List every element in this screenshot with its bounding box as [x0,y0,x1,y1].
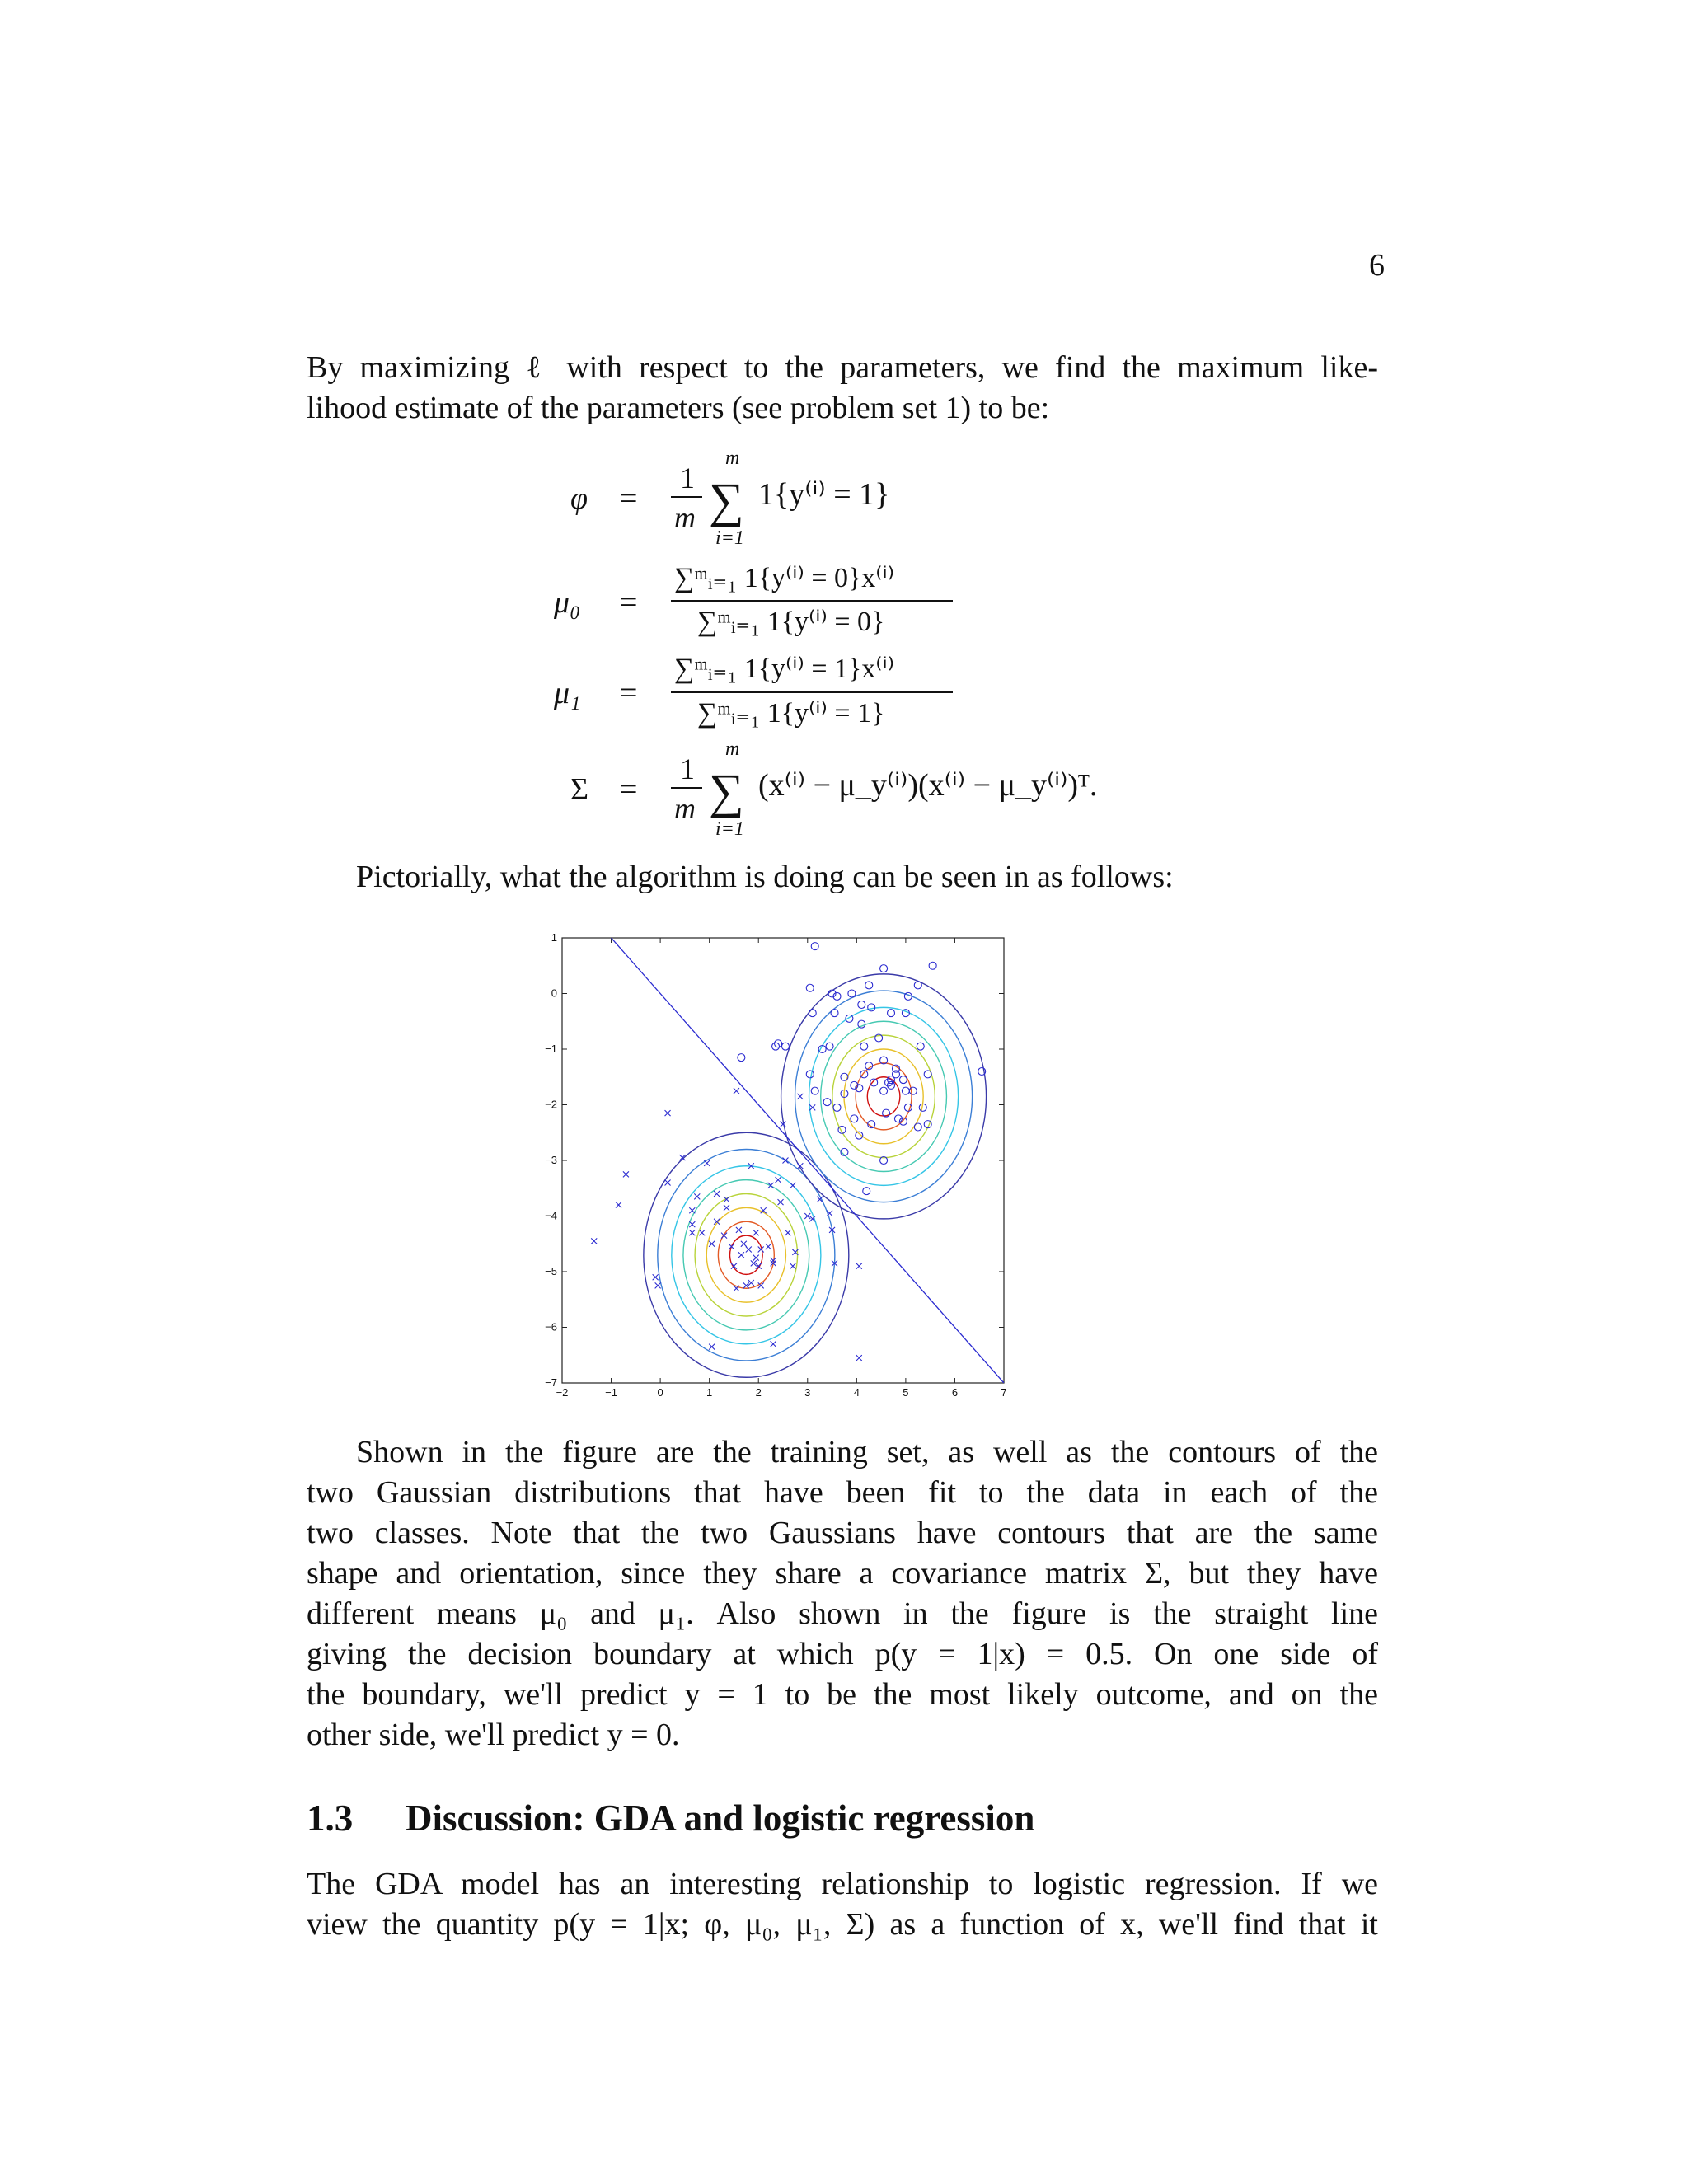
eq-mu1-den: ∑ᵐᵢ₌₁ 1{y⁽ⁱ⁾ = 1} [697,698,885,729]
y-tick-label: −3 [545,1154,557,1166]
page-number: 6 [1369,248,1385,283]
eq-sigma-sum-sign: ∑ [709,764,744,818]
y-tick-label: −4 [545,1209,557,1222]
discussion-line: two Gaussian distributions that have been fit to the data in each of the [307,1475,1378,1510]
pictorial-sentence: Pictorially, what the algorithm is doing can be seen in as follows: [356,860,1174,894]
eq-mu0-lhs: μ₀ [554,585,581,620]
section-heading [307,1797,1034,1840]
eq-mu0-num: ∑ᵐᵢ₌₁ 1{y⁽ⁱ⁾ = 0}x⁽ⁱ⁾ [674,563,895,593]
discussion-line: the boundary, we'll predict y = 1 to be the most likely outcome, and on the [307,1677,1378,1712]
x-tick-label: 1 [706,1386,713,1399]
intro-line: lihood estimate of the parameters (see problem set 1) to be: [307,391,1050,425]
y-tick-label: −5 [545,1265,557,1277]
discussion-line: other side, we'll predict y = 0. [307,1718,680,1752]
eq-phi-body: 1{y⁽ⁱ⁾ = 1} [758,477,890,512]
gda-contour-plot [528,923,1137,1401]
y-tick-label: −2 [545,1098,557,1111]
eq-sigma-lhs: Σ [570,772,589,807]
discussion-line: shape and orientation, since they share a covariance matrix Σ, but they have [307,1556,1378,1591]
eq-phi-frac-num: 1 [680,462,695,494]
y-tick-label: 0 [551,987,557,1000]
x-tick-label: 5 [903,1386,909,1399]
discussion-line: Shown in the figure are the training set, as well as the contours of the [356,1435,1378,1469]
closing-line: The GDA model has an interesting relationship to logistic regression. If we [307,1867,1378,1901]
eq-phi-lhs: φ [570,481,588,516]
x-tick-label: 2 [755,1386,762,1399]
eq-phi-sum-top: m [725,448,740,469]
eq-sigma-body: (x⁽ⁱ⁾ − μ_y⁽ⁱ⁾)(x⁽ⁱ⁾ − μ_y⁽ⁱ⁾)ᵀ. [758,768,1098,803]
eq-mu1-lhs: μ₁ [554,676,581,710]
x-tick-label: 7 [1001,1386,1007,1399]
eq-sigma-sum-bot: i=1 [715,818,744,840]
eq-phi-sum-sign: ∑ [709,473,744,527]
eq-phi-sum-bot: i=1 [715,527,744,549]
closing-line: view the quantity p(y = 1|x; φ, μ₀, μ₁, Σ) as a function of x, we'll find that it [307,1907,1378,1942]
x-tick-label: 3 [804,1386,811,1399]
closing-paragraph [307,1864,1378,1945]
y-tick-label: 1 [551,931,557,944]
x-tick-label: 4 [853,1386,860,1399]
discussion-line: two classes. Note that the two Gaussians have contours that are the same [307,1516,1378,1550]
eq-sigma-frac-num: 1 [680,752,695,785]
x-tick-label: 0 [657,1386,663,1399]
eq-sigma-sum-top: m [725,738,740,760]
mle-equations [0,0,1688,857]
x-tick-label: −1 [605,1386,617,1399]
eq-mu1-equals: = [620,676,638,710]
y-tick-label: −7 [545,1376,557,1389]
discussion-line: different means μ₀ and μ₁. Also shown in the figure is the straight line [307,1596,1378,1631]
eq-sigma-frac-den: m [674,792,696,825]
x-tick-label: −2 [556,1386,569,1399]
section-number: 1.3 [307,1797,354,1839]
eq-phi-equals: = [620,481,638,516]
eq-mu0-equals: = [620,585,638,620]
section-title: Discussion: GDA and logistic regression [406,1797,1035,1839]
discussion-line: giving the decision boundary at which p(y = 1|x) = 0.5. On one side of [307,1637,1378,1671]
eq-mu1-num: ∑ᵐᵢ₌₁ 1{y⁽ⁱ⁾ = 1}x⁽ⁱ⁾ [674,654,895,684]
intro-line: By maximizing ℓ with respect to the parameters, we find the maximum like- [307,350,1378,385]
x-tick-label: 6 [951,1386,959,1399]
discussion-paragraph [307,1432,1378,1755]
eq-phi-frac-den: m [674,501,696,534]
y-tick-label: −6 [545,1320,557,1333]
y-tick-label: −1 [545,1043,557,1055]
eq-sigma-equals: = [620,772,638,807]
eq-mu0-den: ∑ᵐᵢ₌₁ 1{y⁽ⁱ⁾ = 0} [697,607,885,637]
